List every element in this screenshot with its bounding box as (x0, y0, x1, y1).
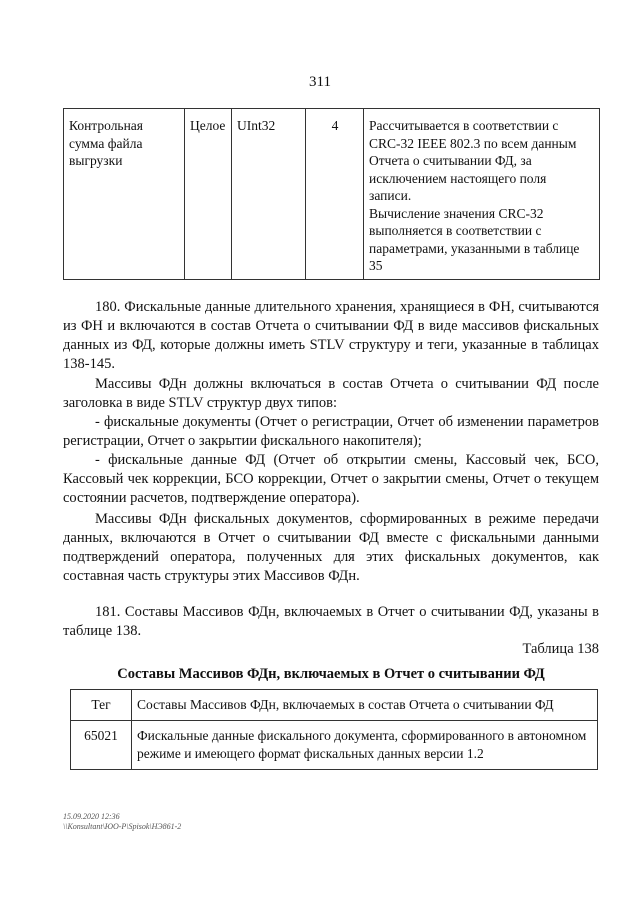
field-name-line: Контрольная (69, 118, 144, 133)
table-header-row (71, 690, 598, 721)
paragraph-transfer-mode: Массивы ФДн фискальных документов, сформированных в режиме передачи данных, включаются в Отчет о считывании ФД вместе с фискальными данными подтверждений оператора, полученных для этих фискальных документов, как составная часть структуры этих Массивов ФДн. (63, 511, 599, 584)
paragraph-180: 180. Фискальные данные длительного хранения, хранящиеся в ФН, считываются из ФН и включаются в состав Отчета о считывании ФД в виде массивов фискальных данных из ФД, которые должны иметь STLV структуру и теги, указанные в таблицах 138-145. (63, 299, 599, 372)
header-composition: Составы Массивов ФДн, включаемых в состав Отчета о считывании ФД (132, 690, 598, 721)
table-138 (70, 689, 598, 770)
field-name-line: сумма файла (69, 135, 143, 151)
stamp-path: \\Konsultant\ЮО-Р\Spisok\НЭ861-2 (63, 822, 182, 831)
field-format-cell: UInt32 (232, 109, 306, 280)
paragraph-arrays: Массивы ФДн должны включаться в состав Отчета о считывании ФД после заголовка в виде STLV структур двух типов: (63, 376, 599, 411)
page-number: 311 (309, 74, 331, 90)
table-number-label: Таблица 138 (522, 641, 599, 657)
field-type-cell: Целое (185, 109, 232, 280)
description-line: записи. (369, 188, 412, 203)
paragraph-181: 181. Составы Массивов ФДн, включаемых в Отчет о считывании ФД, указаны в таблице 138. (63, 604, 599, 639)
description-line: 35 (369, 258, 383, 273)
field-description-cell (364, 109, 600, 280)
table-row (64, 109, 600, 280)
table-caption: Составы Массивов ФДн, включаемых в Отчет о считывании ФД (117, 666, 545, 682)
paragraph-fiscal-data: - фискальные данные ФД (Отчет об открытии смены, Кассовый чек, БСО, Кассовый чек коррекции, БСО коррекции, Отчет о закрытии смены, Отчет о текущем состоянии расчетов, подтверждение оператора). (63, 452, 599, 506)
table-row (71, 721, 598, 770)
composition-cell: Фискальные данные фискального документа, сформированного в автономном режиме и имеющего формат фискальных данных версии 1.2 (132, 721, 598, 770)
print-stamp (63, 812, 181, 832)
description-line: параметрами, указанными в таблице (369, 240, 580, 256)
header-tag: Тег (71, 690, 132, 721)
description-line: исключением настоящего поля (369, 170, 547, 186)
tag-cell: 65021 (71, 721, 132, 770)
format-table-continued (63, 108, 600, 280)
description-line: Вычисление значения CRC-32 (369, 205, 544, 221)
field-name-line: выгрузки (69, 153, 123, 168)
stamp-datetime: 15.09.2020 12:36 (63, 812, 120, 821)
field-length-cell: 4 (306, 109, 364, 280)
description-line: CRC-32 IEEE 802.3 по всем данным (369, 135, 577, 151)
paragraph-fiscal-documents: - фискальные документы (Отчет о регистрации, Отчет об изменении параметров регистрации, Отчет о закрытии фискального накопителя); (63, 414, 599, 449)
description-line: выполняется в соответствии с (369, 223, 542, 238)
field-name-cell (64, 109, 185, 280)
description-line: Отчета о считывании ФД, за (369, 153, 532, 168)
description-line: Рассчитывается в соответствии с (369, 118, 559, 133)
